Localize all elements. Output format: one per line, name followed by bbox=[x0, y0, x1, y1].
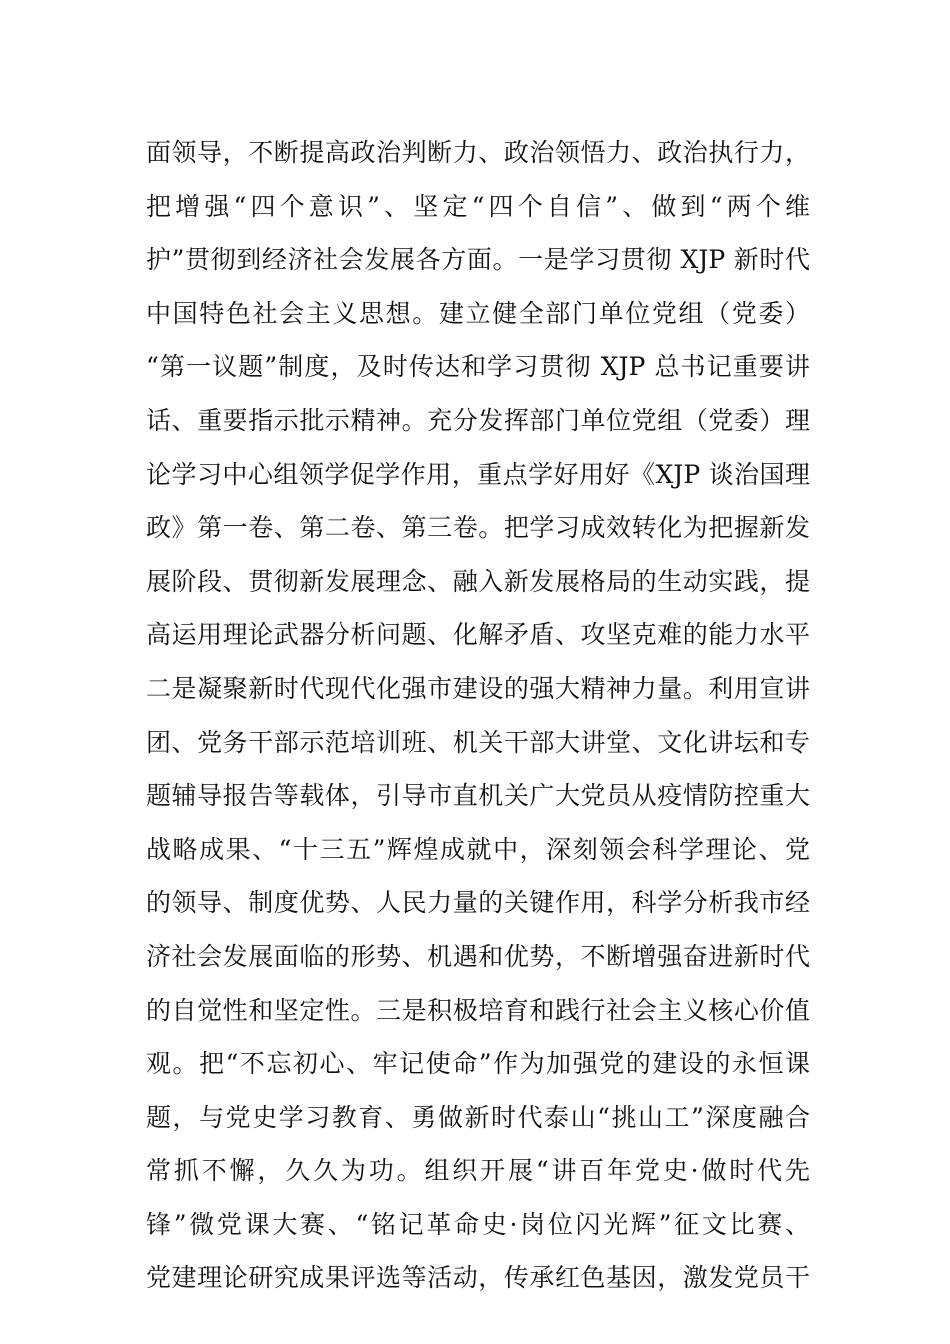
text-line-16: 济社会发展面临的形势、机遇和优势，不断增强奋进新时代 bbox=[146, 941, 810, 971]
text-line-3: 护”贯彻到经济社会发展各方面。一是学习贯彻 XJP 新时代 bbox=[146, 245, 810, 275]
text-line-5: “第一议题”制度，及时传达和学习贯彻 XJP 总书记重要讲 bbox=[146, 352, 810, 382]
text-line-15: 的领导、制度优势、人民力量的关键作用，科学分析我市经 bbox=[146, 888, 810, 918]
text-line-18: 观。把“不忘初心、牢记使命”作为加强党的建设的永恒课 bbox=[146, 1049, 810, 1079]
text-line-22: 党建理论研究成果评选等活动，传承红色基因，激发党员干 bbox=[146, 1263, 810, 1293]
text-line-9: 展阶段、贯彻新发展理念、融入新发展格局的生动实践，提 bbox=[146, 566, 810, 596]
text-line-12: 团、党务干部示范培训班、机关干部大讲堂、文化讲坛和专 bbox=[146, 727, 810, 757]
text-line-19: 题，与党史学习教育、勇做新时代泰山“挑山工”深度融合 bbox=[146, 1102, 810, 1132]
text-line-10: 高运用理论武器分析问题、化解矛盾、攻坚克难的能力水平 bbox=[146, 620, 810, 650]
text-line-2: 把增强“四个意识”、坚定“四个自信”、做到“两个维 bbox=[146, 191, 810, 221]
text-line-4: 中国特色社会主义思想。建立健全部门单位党组（党委） bbox=[146, 298, 810, 328]
text-line-7: 论学习中心组领学促学作用，重点学好用好《XJP 谈治国理 bbox=[146, 459, 810, 489]
text-line-6: 话、重要指示批示精神。充分发挥部门单位党组（党委）理 bbox=[146, 405, 810, 435]
text-line-13: 题辅导报告等载体，引导市直机关广大党员从疫情防控重大 bbox=[146, 781, 810, 811]
text-line-20: 常抓不懈，久久为功。组织开展“讲百年党史·做时代先 bbox=[146, 1156, 810, 1186]
text-line-17: 的自觉性和坚定性。三是积极培育和践行社会主义核心价值 bbox=[146, 995, 810, 1025]
text-line-14: 战略成果、“十三五”辉煌成就中，深刻领会科学理论、党 bbox=[146, 834, 810, 864]
text-line-11: 二是凝聚新时代现代化强市建设的强大精神力量。利用宣讲 bbox=[146, 673, 810, 703]
text-line-8: 政》第一卷、第二卷、第三卷。把学习成效转化为把握新发 bbox=[146, 513, 810, 543]
body-paragraph bbox=[146, 126, 810, 1305]
text-line-21: 锋”微党课大赛、“铭记革命史·岗位闪光辉”征文比赛、 bbox=[146, 1209, 810, 1239]
text-line-1: 面领导，不断提高政治判断力、政治领悟力、政治执行力， bbox=[146, 138, 810, 167]
